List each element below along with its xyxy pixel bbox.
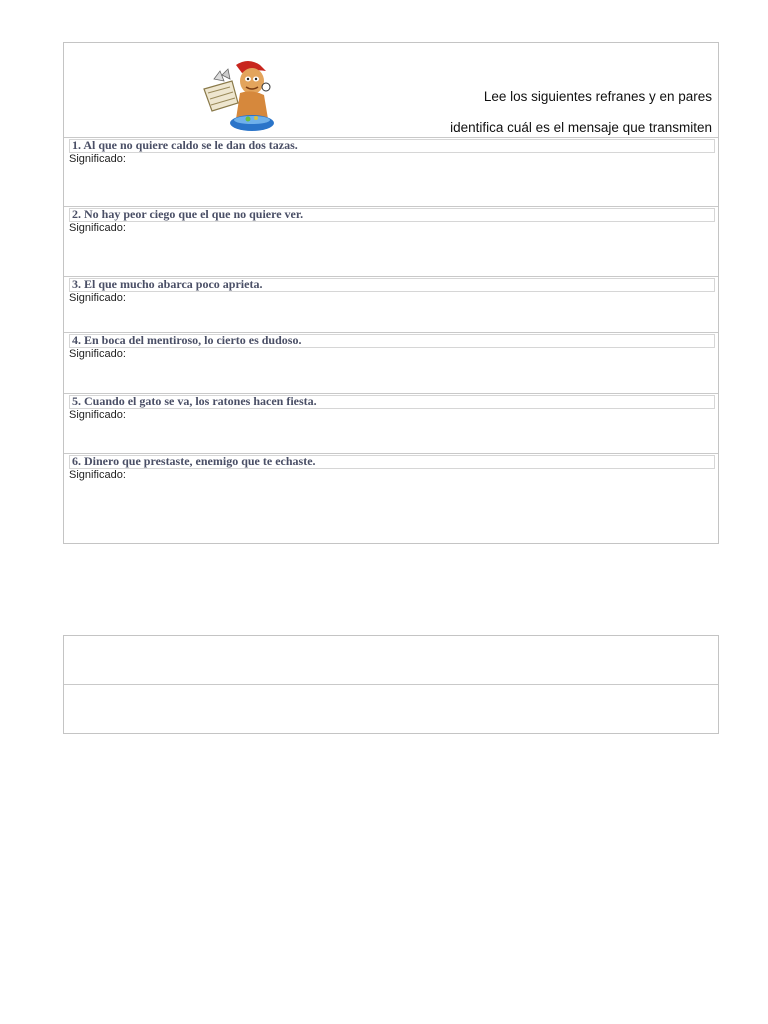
proverb-text: 2. No hay peor ciego que el que no quiere ver. — [72, 207, 304, 221]
meaning-label: Significado: — [69, 469, 126, 481]
proverb-text: 1. Al que no quiere caldo se le dan dos tazas. — [72, 138, 298, 152]
proverb-row — [64, 206, 718, 277]
meaning-label: Significado: — [69, 348, 126, 360]
meaning-label: Significado: — [69, 153, 126, 165]
table-divider — [64, 684, 718, 685]
meaning-label: Significado: — [69, 222, 126, 234]
instruction-line-1: Lee los siguientes refranes y en pares — [483, 89, 712, 104]
proverb-text: 3. El que mucho abarca poco aprieta. — [72, 277, 263, 291]
proverb-text: 5. Cuando el gato se va, los ratones hacen fiesta. — [72, 394, 317, 408]
empty-table — [63, 635, 719, 734]
proverb-text: 4. En boca del mentiroso, lo cierto es dudoso. — [72, 333, 302, 347]
proverb-row — [64, 393, 718, 454]
meaning-label: Significado: — [69, 292, 126, 304]
proverb-row — [64, 137, 718, 207]
worksheet-table — [63, 42, 719, 544]
proverb-row — [64, 332, 718, 394]
instruction-line-2: identifica cuál es el mensaje que transmiten — [450, 120, 712, 135]
cartoon-person-with-basket-icon — [196, 59, 278, 133]
proverb-text: 6. Dinero que prestaste, enemigo que te echaste. — [72, 454, 316, 468]
proverb-row — [64, 453, 718, 544]
worksheet-header — [64, 43, 718, 137]
proverb-row — [64, 276, 718, 333]
meaning-label: Significado: — [69, 409, 126, 421]
